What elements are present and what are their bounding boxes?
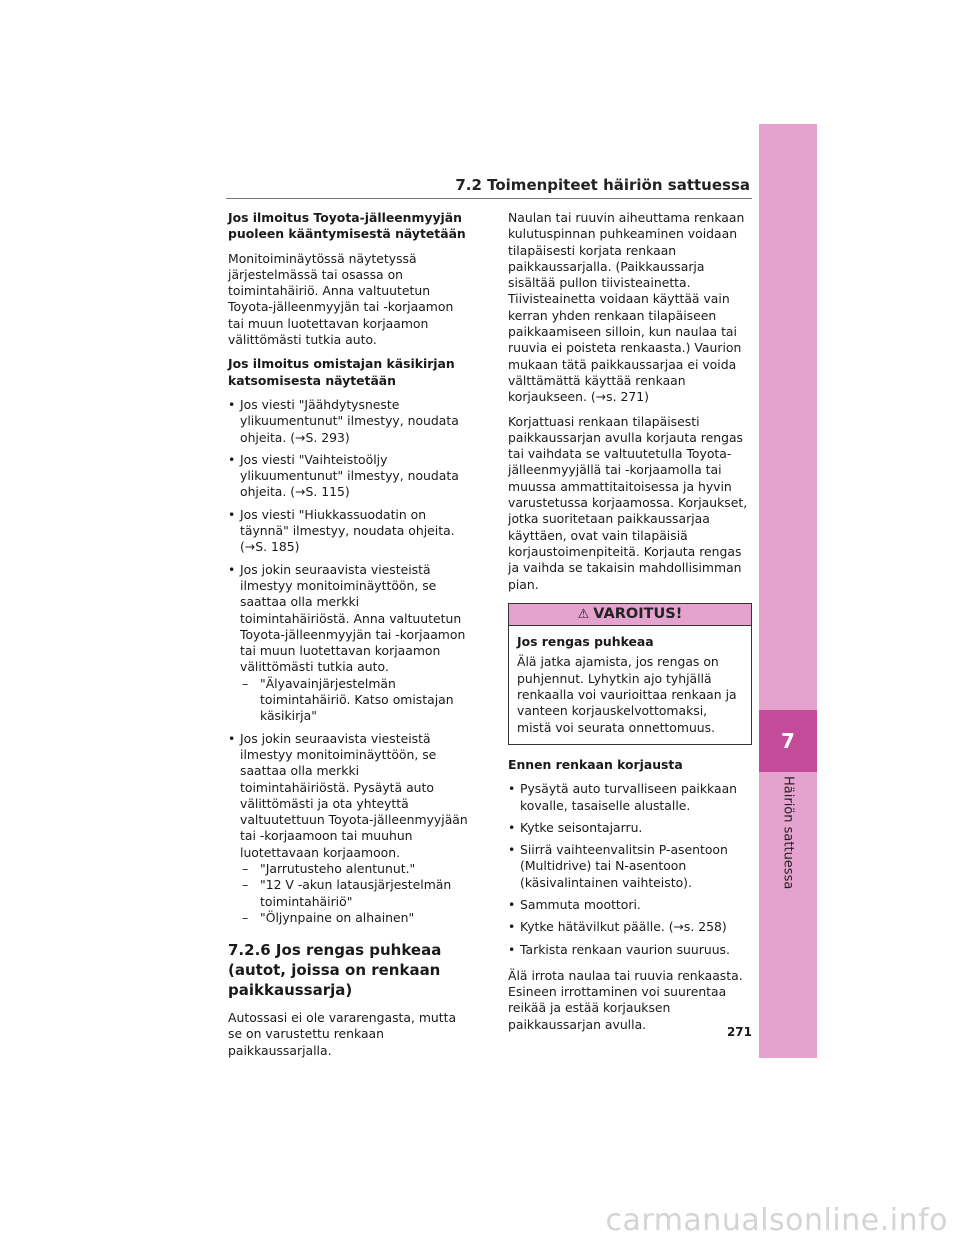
dash-item: – "Älyavainjärjestelmän toimintahäiriö. Katso omistajan käsikirja": [240, 676, 468, 725]
dash-item: – "Jarrutusteho alentunut.": [240, 861, 468, 877]
list-item: • Jos viesti "Hiukkassuodatin on täynnä" ilmestyy, noudata ohjeita. (→S. 185): [228, 507, 468, 556]
warning-triangle-icon: ⚠: [577, 606, 590, 622]
chapter-number-box: 7: [759, 710, 817, 772]
list-item: • Jos viesti "Jäähdytysneste ylikuumentunut" ilmestyy, noudata ohjeita. (→S. 293): [228, 397, 468, 446]
paragraph-repair-kit: Autossasi ei ole vararengasta, mutta se on varustettu renkaan paikkaussarjalla.: [228, 1010, 457, 1058]
paragraph-after-repair: Korjattuasi renkaan tilapäisesti paikkaussarjan avulla korjauta rengas tai vaihdata se valtuutetulla Toyota-jälleenmyyjällä tai -korjaamolla tai muussa ammattitaitoisessa ja hyvin varustetussa korjaamossa. Korjaukset, jotka suoritetaan paikkaussarjaa käyttäen, ovat vain tilapäisiä korjaustoimenpiteitä. Korjauta rengas ja vaihda se takaisin mahdollisimman pian.: [508, 413, 748, 592]
list-item: • Jos jokin seuraavista viesteistä ilmestyy monitoiminäyttöön, se saattaa olla merkki toimintahäiriöstä. Anna valtuutetun Toyota-jälleenmyyjän tai -korjaamon tai muun luotettavan korjaamon välittömästi tutkia auto. – "Älyavainjärjestelmän toimintahäiriö. Katso omistajan käsikirja": [228, 562, 468, 725]
subheading-before-repair: Ennen renkaan korjausta: [508, 756, 683, 772]
message-bullet-list: [228, 397, 468, 926]
running-header-title: 7.2 Toimenpiteet häiriön sattuessa: [455, 176, 750, 194]
right-column: [508, 210, 752, 1041]
list-item: • Siirrä vaihteenvalitsin P-asentoon (Multidrive) tai N-asentoon (käsivalintainen vaihteisto).: [508, 842, 752, 891]
subheading-dealer-notice: Jos ilmoitus Toyota-jälleenmyyjän puoleen kääntymisestä näytetään: [228, 210, 466, 242]
list-item: • Pysäytä auto turvalliseen paikkaan kovalle, tasaiselle alustalle.: [508, 781, 752, 814]
subheading-manual-notice: Jos ilmoitus omistajan käsikirjan katsomisesta näytetään: [228, 356, 455, 388]
list-item: • Jos jokin seuraavista viesteistä ilmestyy monitoiminäyttöön, se saattaa olla merkki toimintahäiriöstä. Pysäytä auto välittömästi ja ota yhteyttä valtuutettuun Toyota-jälleenmyyjään tai -korjaamoon tai muuhun luotettavaan korjaamoon. – "Jarrutusteho alentunut." – "12 V -akun latausjärjestelmän toimintahäiriö" – "Öljynpaine on alhainen": [228, 731, 468, 927]
list-item: • Kytke hätävilkut päälle. (→s. 258): [508, 919, 752, 935]
warning-title: VAROITUS!: [593, 605, 683, 622]
before-repair-list: [508, 781, 752, 958]
section-heading: 7.2.6 Jos rengas puhkeaa (autot, joissa on renkaan paikkaussarja): [228, 941, 442, 1000]
list-item: • Sammuta moottori.: [508, 897, 752, 913]
warning-header: [509, 604, 751, 626]
chapter-side-tab: [759, 124, 817, 1058]
warning-box: [508, 603, 752, 745]
paragraph-do-not-remove: Älä irrota naulaa tai ruuvia renkaasta. Esineen irrottaminen voi suurentaa reikää ja estää korjauksen paikkaussarjan avulla.: [508, 967, 743, 1032]
header-divider: [226, 198, 752, 199]
warning-text: Älä jatka ajamista, jos rengas on puhjennut. Lyhytkin ajo tyhjällä renkaalla voi vaurioittaa renkaan ja vanteen korjauskelvottomaksi, mistä voi seurata onnettomuus.: [517, 654, 737, 735]
list-item: • Jos viesti "Vaihteistoöljy ylikuumentunut" ilmestyy, noudata ohjeita. (→S. 115): [228, 452, 468, 501]
page-number: 271: [726, 1025, 752, 1039]
warning-subtitle: Jos rengas puhkeaa: [517, 634, 654, 650]
site-watermark: carmanualsonline.info: [605, 1203, 948, 1238]
paragraph-dealer-notice: Monitoiminäytössä näytetyssä järjestelmässä tai osassa on toimintahäiriö. Anna valtuutetun Toyota-jälleenmyyjän tai -korjaamon tai muun luotettavan korjaamon välittömästi tutkia auto.: [228, 250, 454, 348]
warning-body: [509, 626, 751, 744]
list-item: • Tarkista renkaan vaurion suuruus.: [508, 942, 752, 958]
dash-item: – "12 V -akun latausjärjestelmän toimintahäiriö": [240, 877, 468, 910]
dash-list: [240, 861, 468, 926]
list-item: • Kytke seisontajarru.: [508, 820, 752, 836]
left-column: [228, 210, 468, 1067]
dash-item: – "Öljynpaine on alhainen": [240, 910, 468, 926]
paragraph-kit-usage: Naulan tai ruuvin aiheuttama renkaan kulutuspinnan puhkeaminen voidaan tilapäisesti korjata renkaan paikkaussarjalla. (Paikkaussarja sisältää pullon tiivisteainetta. Tiivisteainetta voidaan käyttää vain kerran yhden renkaan tilapäiseen paikkaamiseen silloin, kun naulaa tai ruuvia ei poisteta renkaasta.) Vaurion mukaan tätä paikkaussarjaa ei voida välttämättä käyttää renkaan korjaukseen. (→s. 271): [508, 210, 745, 405]
chapter-tab-label: Häiriön sattuessa: [780, 776, 796, 890]
dash-list: [240, 676, 468, 725]
